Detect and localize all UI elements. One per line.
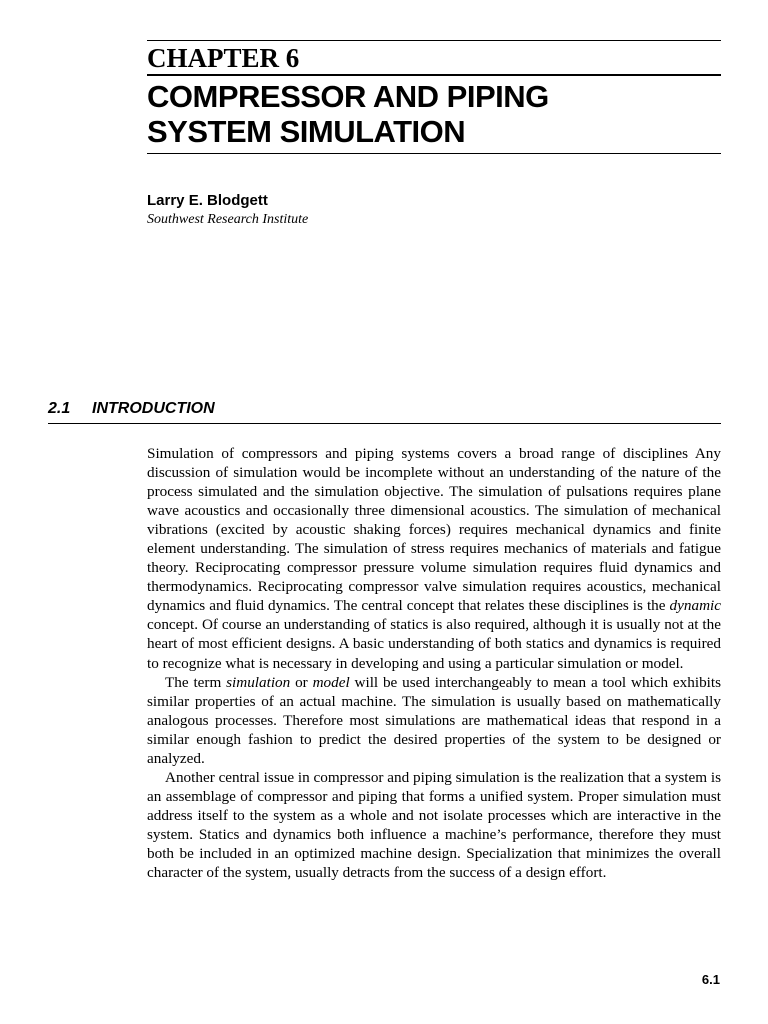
chapter-title-line-1: COMPRESSOR AND PIPING — [147, 79, 549, 114]
page-number: 6.1 — [701, 972, 720, 987]
paragraph-1-text-a: Simulation of compressors and piping systems covers a broad range of disciplines Any discussion of simulation would be incomplete without an understanding of the nature of the process simulated and the simulation objective. The simulation of pulsations requires plane wave acoustics and occasionally three dimensional acoustics. The simulation of mechanical vibrations (excited by acoustic shaking forces) requires mechanical dynamics and finite element understanding. The simulation of stress requires mechanics of materials and fatigue theory. Reciprocating compressor pressure volume simulation requires fluid dynamics and thermodynamics. Reciprocating compressor valve simulation requires acoustics, mechanical dynamics and fluid dynamics. The central concept that relates these disciplines is the — [147, 445, 721, 615]
section-heading — [48, 400, 721, 424]
paragraph-1-text-b: concept. Of course an understanding of statics is also required, although it is usually not at the heart of most efficient designs. A basic understanding of both statics and dynamics is required to recognize what is necessary in developing and using a particular simulation or model. — [147, 616, 721, 672]
author-name: Larry E. Blodgett — [147, 192, 268, 209]
body-text — [147, 444, 721, 882]
paragraph-2 — [147, 673, 721, 768]
chapter-title — [147, 79, 721, 149]
paragraph-2-text-c: will be used interchangeably to mean a tool which exhibits similar properties of an actual machine. The simulation is usually based on mathematically analogous processes. Therefore most simulations are mathematical ideas that respond in a similar enough fashion to predict the desired properties of the system to be designed or analyzed. — [147, 673, 722, 767]
top-rule — [147, 40, 721, 41]
chapter-rule — [147, 74, 721, 76]
chapter-title-line-2: SYSTEM SIMULATION — [147, 114, 466, 149]
author-affiliation: Southwest Research Institute — [147, 212, 309, 227]
paragraph-2-text-a: The term — [165, 673, 227, 691]
paragraph-1 — [147, 444, 721, 673]
paragraph-1-emphasis: dynamic — [669, 597, 721, 615]
paragraph-2-emphasis-1: simulation — [226, 673, 291, 691]
paragraph-2-text-b: or — [290, 673, 313, 691]
paragraph-2-emphasis-2: model — [312, 673, 350, 691]
chapter-label: CHAPTER 6 — [147, 43, 300, 73]
paragraph-3: Another central issue in compressor and piping simulation is the realization that a system is an assemblage of compressor and piping that forms a unified system. Proper simulation must address itself to the system as a whole and not isolate processes which are interactive in the system. Statics and dynamics both influence a machine’s performance, therefore they must both be included in an optimized machine design. Specialization that minimizes the overall character of the system, usually detracts from the success of a design effort. — [147, 768, 721, 882]
section-title: INTRODUCTION — [92, 400, 215, 417]
section-number: 2.1 — [48, 400, 71, 417]
title-rule — [147, 153, 721, 154]
chapter-header — [147, 40, 721, 154]
